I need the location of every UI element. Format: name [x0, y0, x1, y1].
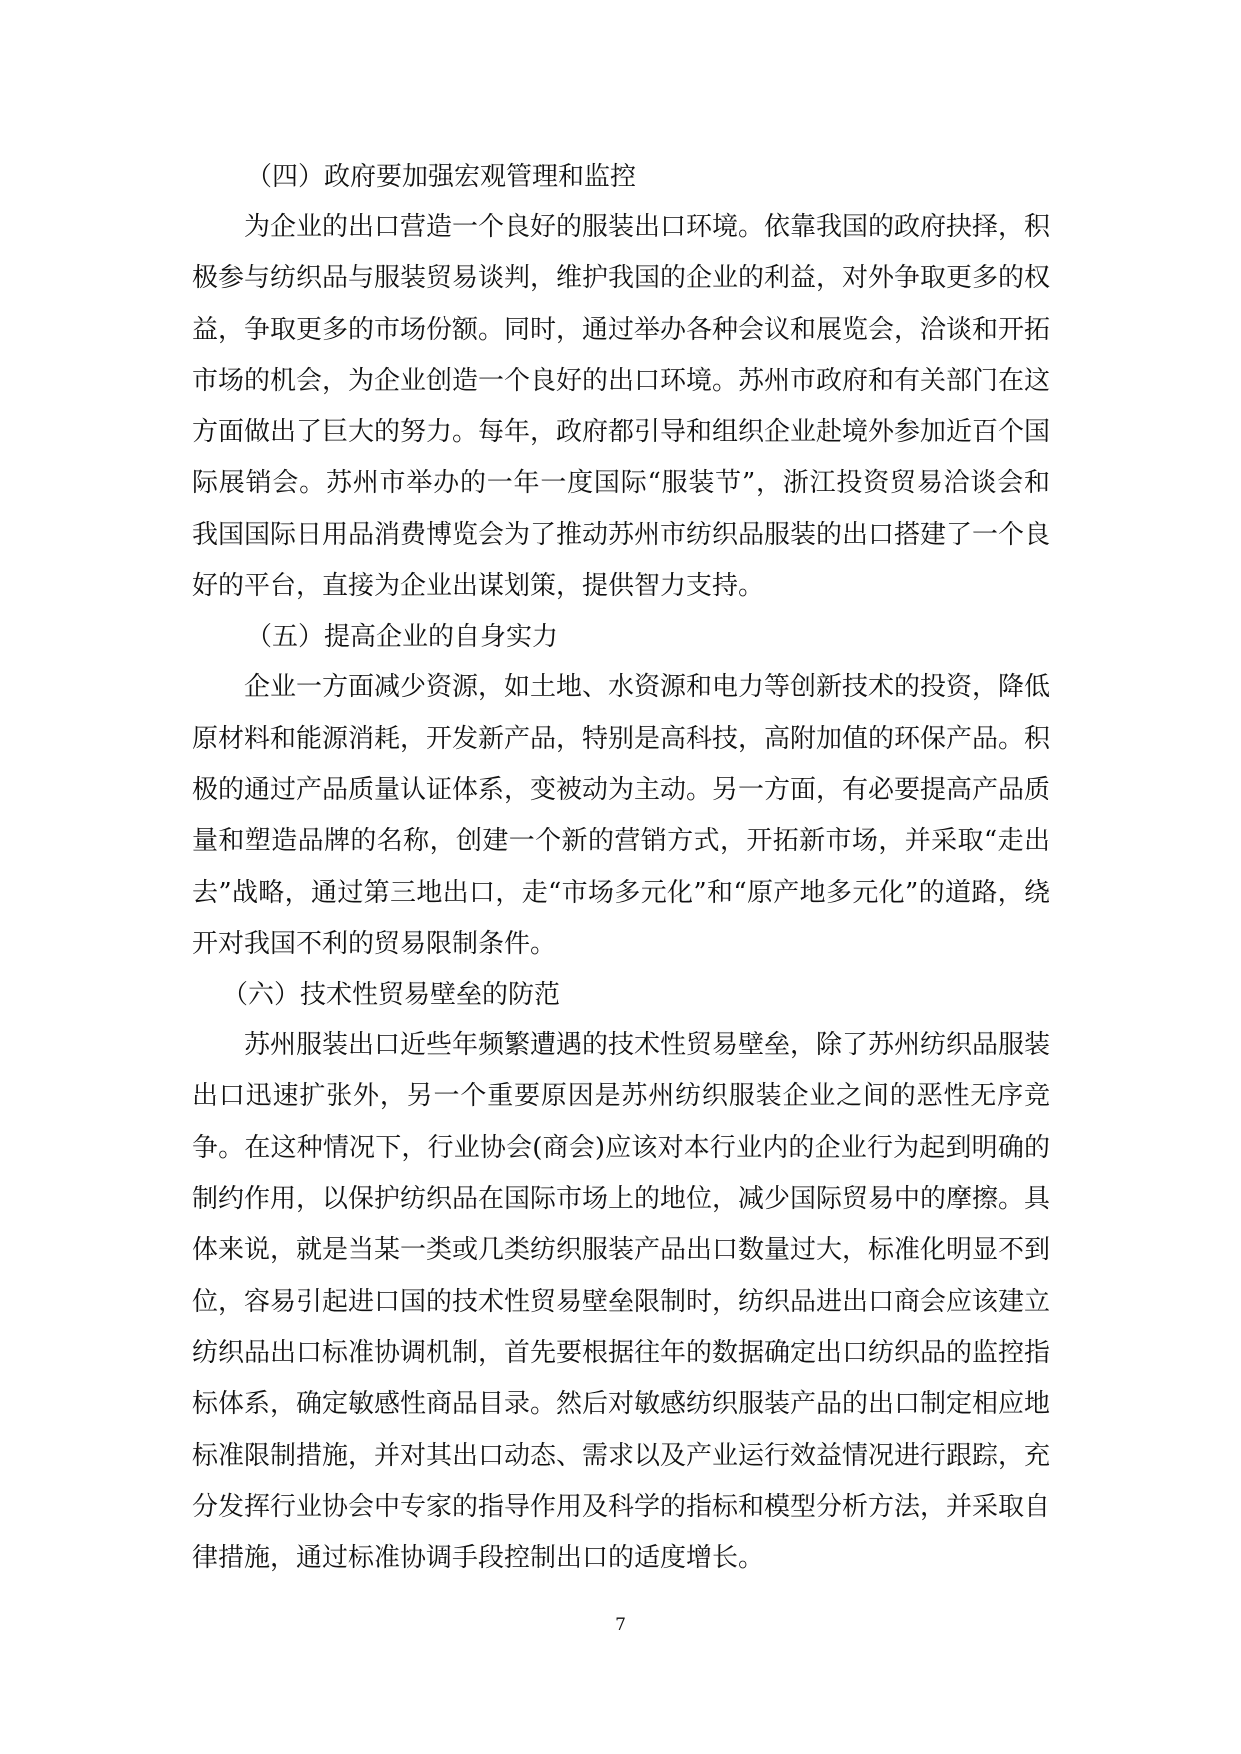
section-paragraph-5: 企业一方面减少资源，如土地、水资源和电力等创新技术的投资，降低原材料和能源消耗，开发新产品，特别是高科技，高附加值的环保产品。积极的通过产品质量认证体系，变被动为主动。另一方面，有必要提高产品质量和塑造品牌的名称，创建一个新的营销方式，开拓新市场，并采取“走出去”战略，通过第三地出口，走“市场多元化”和“原产地多元化”的道路，绕开对我国不利的贸易限制条件。: [192, 672, 1051, 959]
section-heading-5: （五）提高企业的自身实力: [246, 622, 559, 653]
page-number: 7: [615, 1615, 626, 1635]
section-heading-6: （六）技术性贸易壁垒的防范: [222, 980, 561, 1011]
section-paragraph-6: 苏州服装出口近些年频繁遭遇的技术性贸易壁垒，除了苏州纺织品服装出口迅速扩张外，另一个重要原因是苏州纺织服装企业之间的恶性无序竞争。在这种情况下，行业协会(商会)应该对本行业内的企业行为起到明确的制约作用，以保护纺织品在国际市场上的地位，减少国际贸易中的摩擦。具体来说，就是当某一类或几类纺织服装产品出口数量过大，标准化明显不到位，容易引起进口国的技术性贸易壁垒限制时，纺织品进出口商会应该建立纺织品出口标准协调机制，首先要根据往年的数据确定出口纺织品的监控指标体系，确定敏感性商品目录。然后对敏感纺织服装产品的出口制定相应地标准限制措施，并对其出口动态、需求以及产业运行效益情况进行跟踪，充分发挥行业协会中专家的指导作用及科学的指标和模型分析方法，并采取自律措施，通过标准协调手段控制出口的适度增长。: [192, 1030, 1051, 1574]
section-paragraph-4: 为企业的出口营造一个良好的服装出口环境。依靠我国的政府抉择，积极参与纺织品与服装贸易谈判，维护我国的企业的利益，对外争取更多的权益，争取更多的市场份额。同时，通过举办各种会议和展览会，洽谈和开拓市场的机会，为企业创造一个良好的出口环境。苏州市政府和有关部门在这方面做出了巨大的努力。每年，政府都引导和组织企业赴境外参加近百个国际展销会。苏州市举办的一年一度国际“服装节”，浙江投资贸易洽谈会和我国国际日用品消费博览会为了推动苏州市纺织品服装的出口搭建了一个良好的平台，直接为企业出谋划策，提供智力支持。: [192, 212, 1051, 602]
body-content: [192, 152, 1050, 1584]
section-heading-4: （四）政府要加强宏观管理和监控: [246, 162, 637, 192]
